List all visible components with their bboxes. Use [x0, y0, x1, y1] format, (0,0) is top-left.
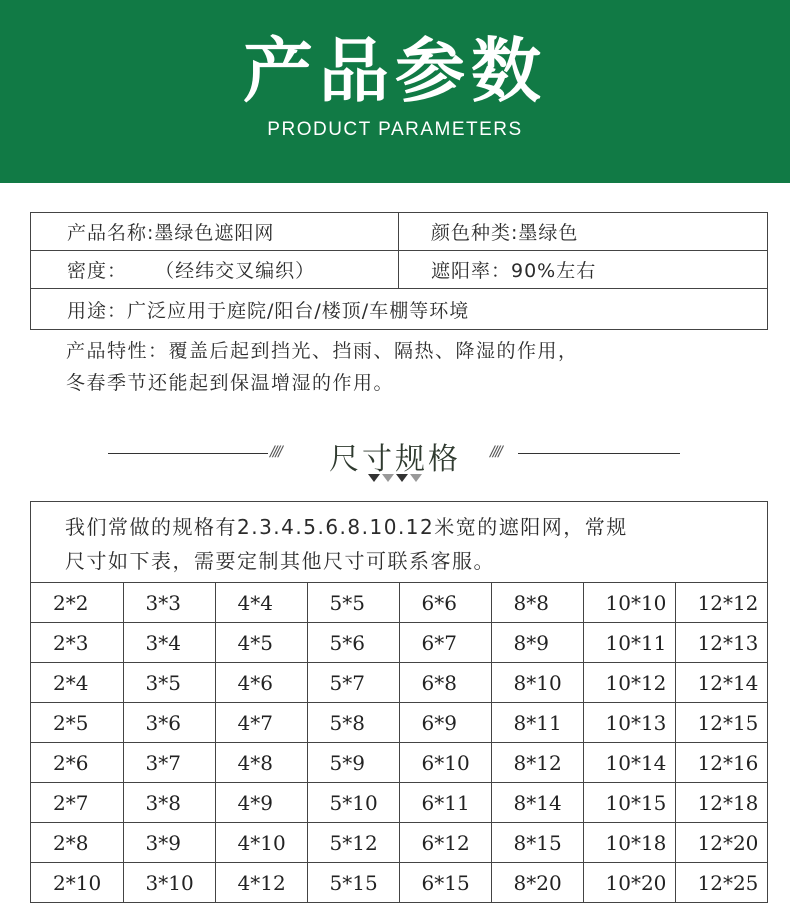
param-row — [30, 213, 768, 251]
size-cell: 6*8 — [399, 663, 491, 703]
size-cell: 8*10 — [491, 663, 583, 703]
size-cell: 6*9 — [399, 703, 491, 743]
size-cell: 4*12 — [215, 863, 307, 903]
size-cell: 12*12 — [675, 583, 767, 623]
size-cell: 3*10 — [123, 863, 215, 903]
size-row — [31, 783, 767, 823]
size-cell: 8*11 — [491, 703, 583, 743]
size-cell: 6*7 — [399, 623, 491, 663]
size-cell: 5*9 — [307, 743, 399, 783]
hatch-mark-right: //// — [490, 444, 501, 460]
size-cell: 12*13 — [675, 623, 767, 663]
size-cell: 3*8 — [123, 783, 215, 823]
size-cell: 4*4 — [215, 583, 307, 623]
size-row — [31, 703, 767, 743]
parameters-table — [30, 212, 768, 400]
size-cell: 8*14 — [491, 783, 583, 823]
size-row — [31, 743, 767, 783]
size-cell: 6*15 — [399, 863, 491, 903]
param-feature-line: 产品特性：覆盖后起到挡光、挡雨、隔热、降湿的作用， — [66, 340, 579, 362]
size-cell: 10*10 — [583, 583, 675, 623]
size-cell: 2*4 — [31, 663, 123, 703]
size-cell: 3*3 — [123, 583, 215, 623]
size-row — [31, 863, 767, 903]
param-density: 密度： （经纬交叉编织） — [30, 251, 399, 288]
size-cell: 2*7 — [31, 783, 123, 823]
size-cell: 3*9 — [123, 823, 215, 863]
size-cell: 12*25 — [697, 870, 759, 895]
size-cell: 5*5 — [307, 583, 399, 623]
size-cell: 4*8 — [215, 743, 307, 783]
size-cell: 5*8 — [307, 703, 399, 743]
size-cell: 2*8 — [31, 823, 123, 863]
size-cell: 10*12 — [583, 663, 675, 703]
size-cell: 4*7 — [215, 703, 307, 743]
size-row — [31, 663, 767, 703]
size-cell: 2*2 — [31, 583, 123, 623]
size-row — [31, 823, 767, 863]
param-row — [30, 289, 768, 330]
param-usage: 用途：广泛应用于庭院/阳台/楼顶/车棚等环境 — [30, 289, 768, 329]
size-cell: 2*3 — [31, 623, 123, 663]
size-cell: 3*4 — [123, 623, 215, 663]
size-cell: 12*16 — [675, 743, 767, 783]
param-color-type: 颜色种类:墨绿色 — [399, 213, 768, 250]
triangle-icon — [410, 474, 422, 482]
size-cell: 12*18 — [675, 783, 767, 823]
size-table — [30, 501, 768, 903]
page-title: 产品参数 — [243, 30, 547, 112]
size-cell: 10*20 — [583, 863, 675, 903]
size-section-header — [0, 430, 790, 500]
size-cell: 4*9 — [215, 783, 307, 823]
header-banner — [0, 0, 790, 183]
size-cell: 6*10 — [399, 743, 491, 783]
size-note-line: 我们常做的规格有2.3.4.5.6.8.10.12米宽的遮阳网，常规 — [65, 515, 628, 539]
param-product-name: 产品名称:墨绿色遮阳网 — [30, 213, 399, 250]
param-feature-line: 冬春季节还能起到保温增湿的作用。 — [66, 372, 395, 394]
size-cell: 6*11 — [399, 783, 491, 823]
size-row — [31, 623, 767, 663]
size-cell: 2*10 — [31, 863, 123, 903]
size-cell: 10*13 — [583, 703, 675, 743]
divider-line-right — [518, 453, 680, 454]
size-grid — [31, 583, 767, 902]
size-cell: 2*6 — [31, 743, 123, 783]
triangle-icon — [368, 474, 380, 482]
size-cell: 8*9 — [491, 623, 583, 663]
size-cell: 8*8 — [491, 583, 583, 623]
size-cell: 10*18 — [583, 823, 675, 863]
size-cell: 5*6 — [307, 623, 399, 663]
size-row — [31, 583, 767, 623]
size-cell: 8*15 — [491, 823, 583, 863]
size-section-title: 尺寸规格 — [329, 442, 461, 477]
size-note-line: 尺寸如下表，需要定制其他尺寸可联系客服。 — [65, 549, 495, 573]
size-cell: 12*15 — [675, 703, 767, 743]
size-cell: 5*7 — [307, 663, 399, 703]
size-cell: 4*6 — [215, 663, 307, 703]
size-cell: 3*7 — [123, 743, 215, 783]
page-subtitle: PRODUCT PARAMETERS — [267, 119, 523, 140]
size-cell: 5*12 — [307, 823, 399, 863]
size-cell: 3*5 — [123, 663, 215, 703]
size-cell: 3*6 — [123, 703, 215, 743]
size-cell: 8*20 — [491, 863, 583, 903]
size-cell: 5*10 — [307, 783, 399, 823]
param-row — [30, 251, 768, 289]
param-feature — [30, 330, 768, 400]
size-cell: 12*14 — [675, 663, 767, 703]
size-cell: 12*20 — [675, 823, 767, 863]
size-cell: 2*5 — [31, 703, 123, 743]
hatch-mark-left: //// — [270, 444, 281, 460]
size-cell: 4*5 — [215, 623, 307, 663]
size-cell: 10*14 — [583, 743, 675, 783]
size-cell: 5*15 — [307, 863, 399, 903]
param-shade-rate: 遮阳率：90%左右 — [399, 251, 768, 288]
size-cell: 4*10 — [215, 823, 307, 863]
size-cell: 6*6 — [399, 583, 491, 623]
size-cell: 6*12 — [399, 823, 491, 863]
triangle-icon — [396, 474, 408, 482]
size-cell: 10*11 — [583, 623, 675, 663]
size-cell: 10*15 — [583, 783, 675, 823]
triangle-icon — [382, 474, 394, 482]
size-note — [31, 502, 767, 583]
size-cell: 8*12 — [491, 743, 583, 783]
